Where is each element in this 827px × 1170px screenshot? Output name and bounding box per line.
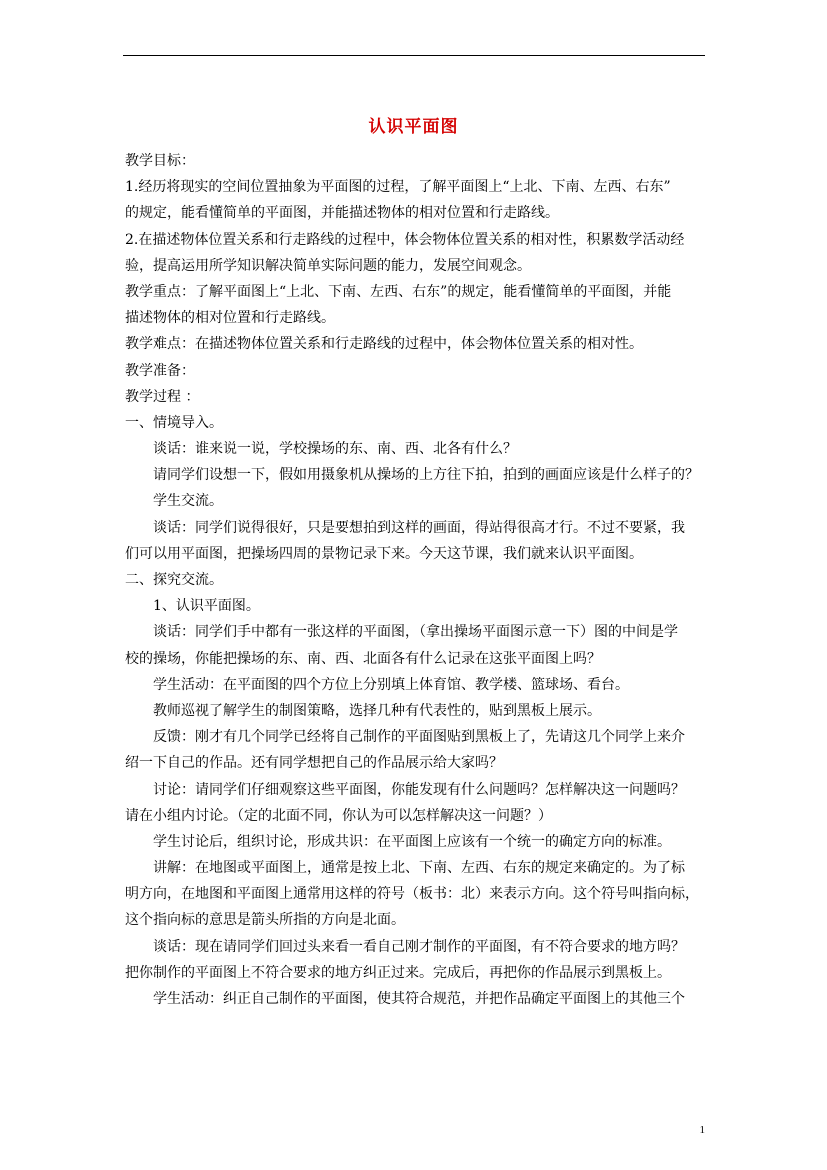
text-line: 绍一下自己的作品。还有同学想把自己的作品展示给大家吗？ (125, 755, 503, 772)
text-line: 谈话：同学们手中都有一张这样的平面图，（拿出操场平面图示意一下）图的中间是学 (153, 624, 678, 641)
text-line: 学生活动：纠正自己制作的平面图，使其符合规范，并把作品确定平面图上的其他三个 (153, 991, 685, 1007)
text-line: 讲解：在地图或平面图上，通常是按上北、下南、左西、右东的规定来确定的。为了标 (153, 860, 685, 877)
text-line: 二、探究交流。 (125, 572, 223, 588)
text-line: 1、认识平面图。 (153, 598, 260, 615)
text-line: 验，提高运用所学知识解决简单实际问题的能力，发展空间观念。 (125, 257, 531, 274)
text-line: 教师巡视了解学生的制图策略，选择几种有代表性的，贴到黑板上展示。 (153, 702, 601, 719)
page-title: 认识平面图 (368, 117, 459, 137)
text-line: 学生活动：在平面图的四个方位上分别填上体育馆、教学楼、篮球场、看台。 (153, 676, 629, 693)
text-line: 教学难点：在描述物体位置关系和行走路线的过程中，体会物体位置关系的相对性。 (125, 336, 643, 353)
header-rule (123, 55, 705, 56)
text-line: 谈话：同学们说得很好，只是要想拍到这样的画面，得站得很高才行。不过不要紧，我 (153, 519, 685, 536)
text-line: 请在小组内讨论。（定的北面不同，你认为可以怎样解决这一问题？） (125, 807, 552, 824)
text-line: 教学重点：了解平面图上“上北、下南、左西、右东”的规定，能看懂简单的平面图，并能 (125, 283, 672, 300)
text-line: 1.经历将现实的空间位置抽象为平面图的过程，了解平面图上“上北、下南、左西、右东” (125, 179, 671, 196)
page-number: 1 (699, 1124, 705, 1136)
text-line: 谈话：现在请同学们回过头来看一看自己刚才制作的平面图，有不符合要求的地方吗？ (153, 938, 685, 955)
text-line: 请同学们设想一下，假如用摄象机从操场的上方往下拍，拍到的画面应该是什么样子的？ (153, 467, 699, 484)
text-line: 明方向，在地图和平面图上通常用这样的符号（板书：北）来表示方向。这个符号叫指向标， (125, 886, 699, 903)
text-line: 学生交流。 (153, 493, 223, 510)
text-line: 的规定，能看懂简单的平面图，并能描述物体的相对位置和行走路线。 (125, 205, 559, 222)
text-line: 2.在描述物体位置关系和行走路线的过程中，体会物体位置关系的相对性，积累数学活动经 (125, 231, 685, 248)
text-line: 反馈：刚才有几个同学已经将自己制作的平面图贴到黑板上了，先请这几个同学上来介 (153, 729, 685, 746)
text-line: 一、情境导入。 (125, 414, 223, 431)
document-body (125, 148, 705, 1012)
text-line: 教学过程 ： (125, 388, 200, 405)
text-line: 描述物体的相对位置和行走路线。 (125, 310, 335, 327)
text-line: 教学目标： (125, 153, 195, 169)
text-line: 谈话：谁来说一说，学校操场的东、南、西、北各有什么？ (153, 441, 517, 458)
text-line: 学生讨论后，组织讨论，形成共识：在平面图上应该有一个统一的确定方向的标准。 (153, 833, 671, 850)
text-line: 教学准备： (125, 362, 195, 379)
text-line: 这个指向标的意思是箭头所指的方向是北面。 (125, 912, 405, 929)
text-line: 校的操场，你能把操场的东、南、西、北面各有什么记录在这张平面图上吗？ (125, 650, 601, 667)
text-line: 们可以用平面图，把操场四周的景物记录下来。今天这节课，我们就来认识平面图。 (125, 545, 643, 562)
text-line: 讨论：请同学们仔细观察这些平面图，你能发现有什么问题吗？怎样解决这一问题吗？ (153, 781, 685, 798)
text-line: 把你制作的平面图上不符合要求的地方纠正过来。完成后，再把你的作品展示到黑板上。 (125, 964, 671, 981)
